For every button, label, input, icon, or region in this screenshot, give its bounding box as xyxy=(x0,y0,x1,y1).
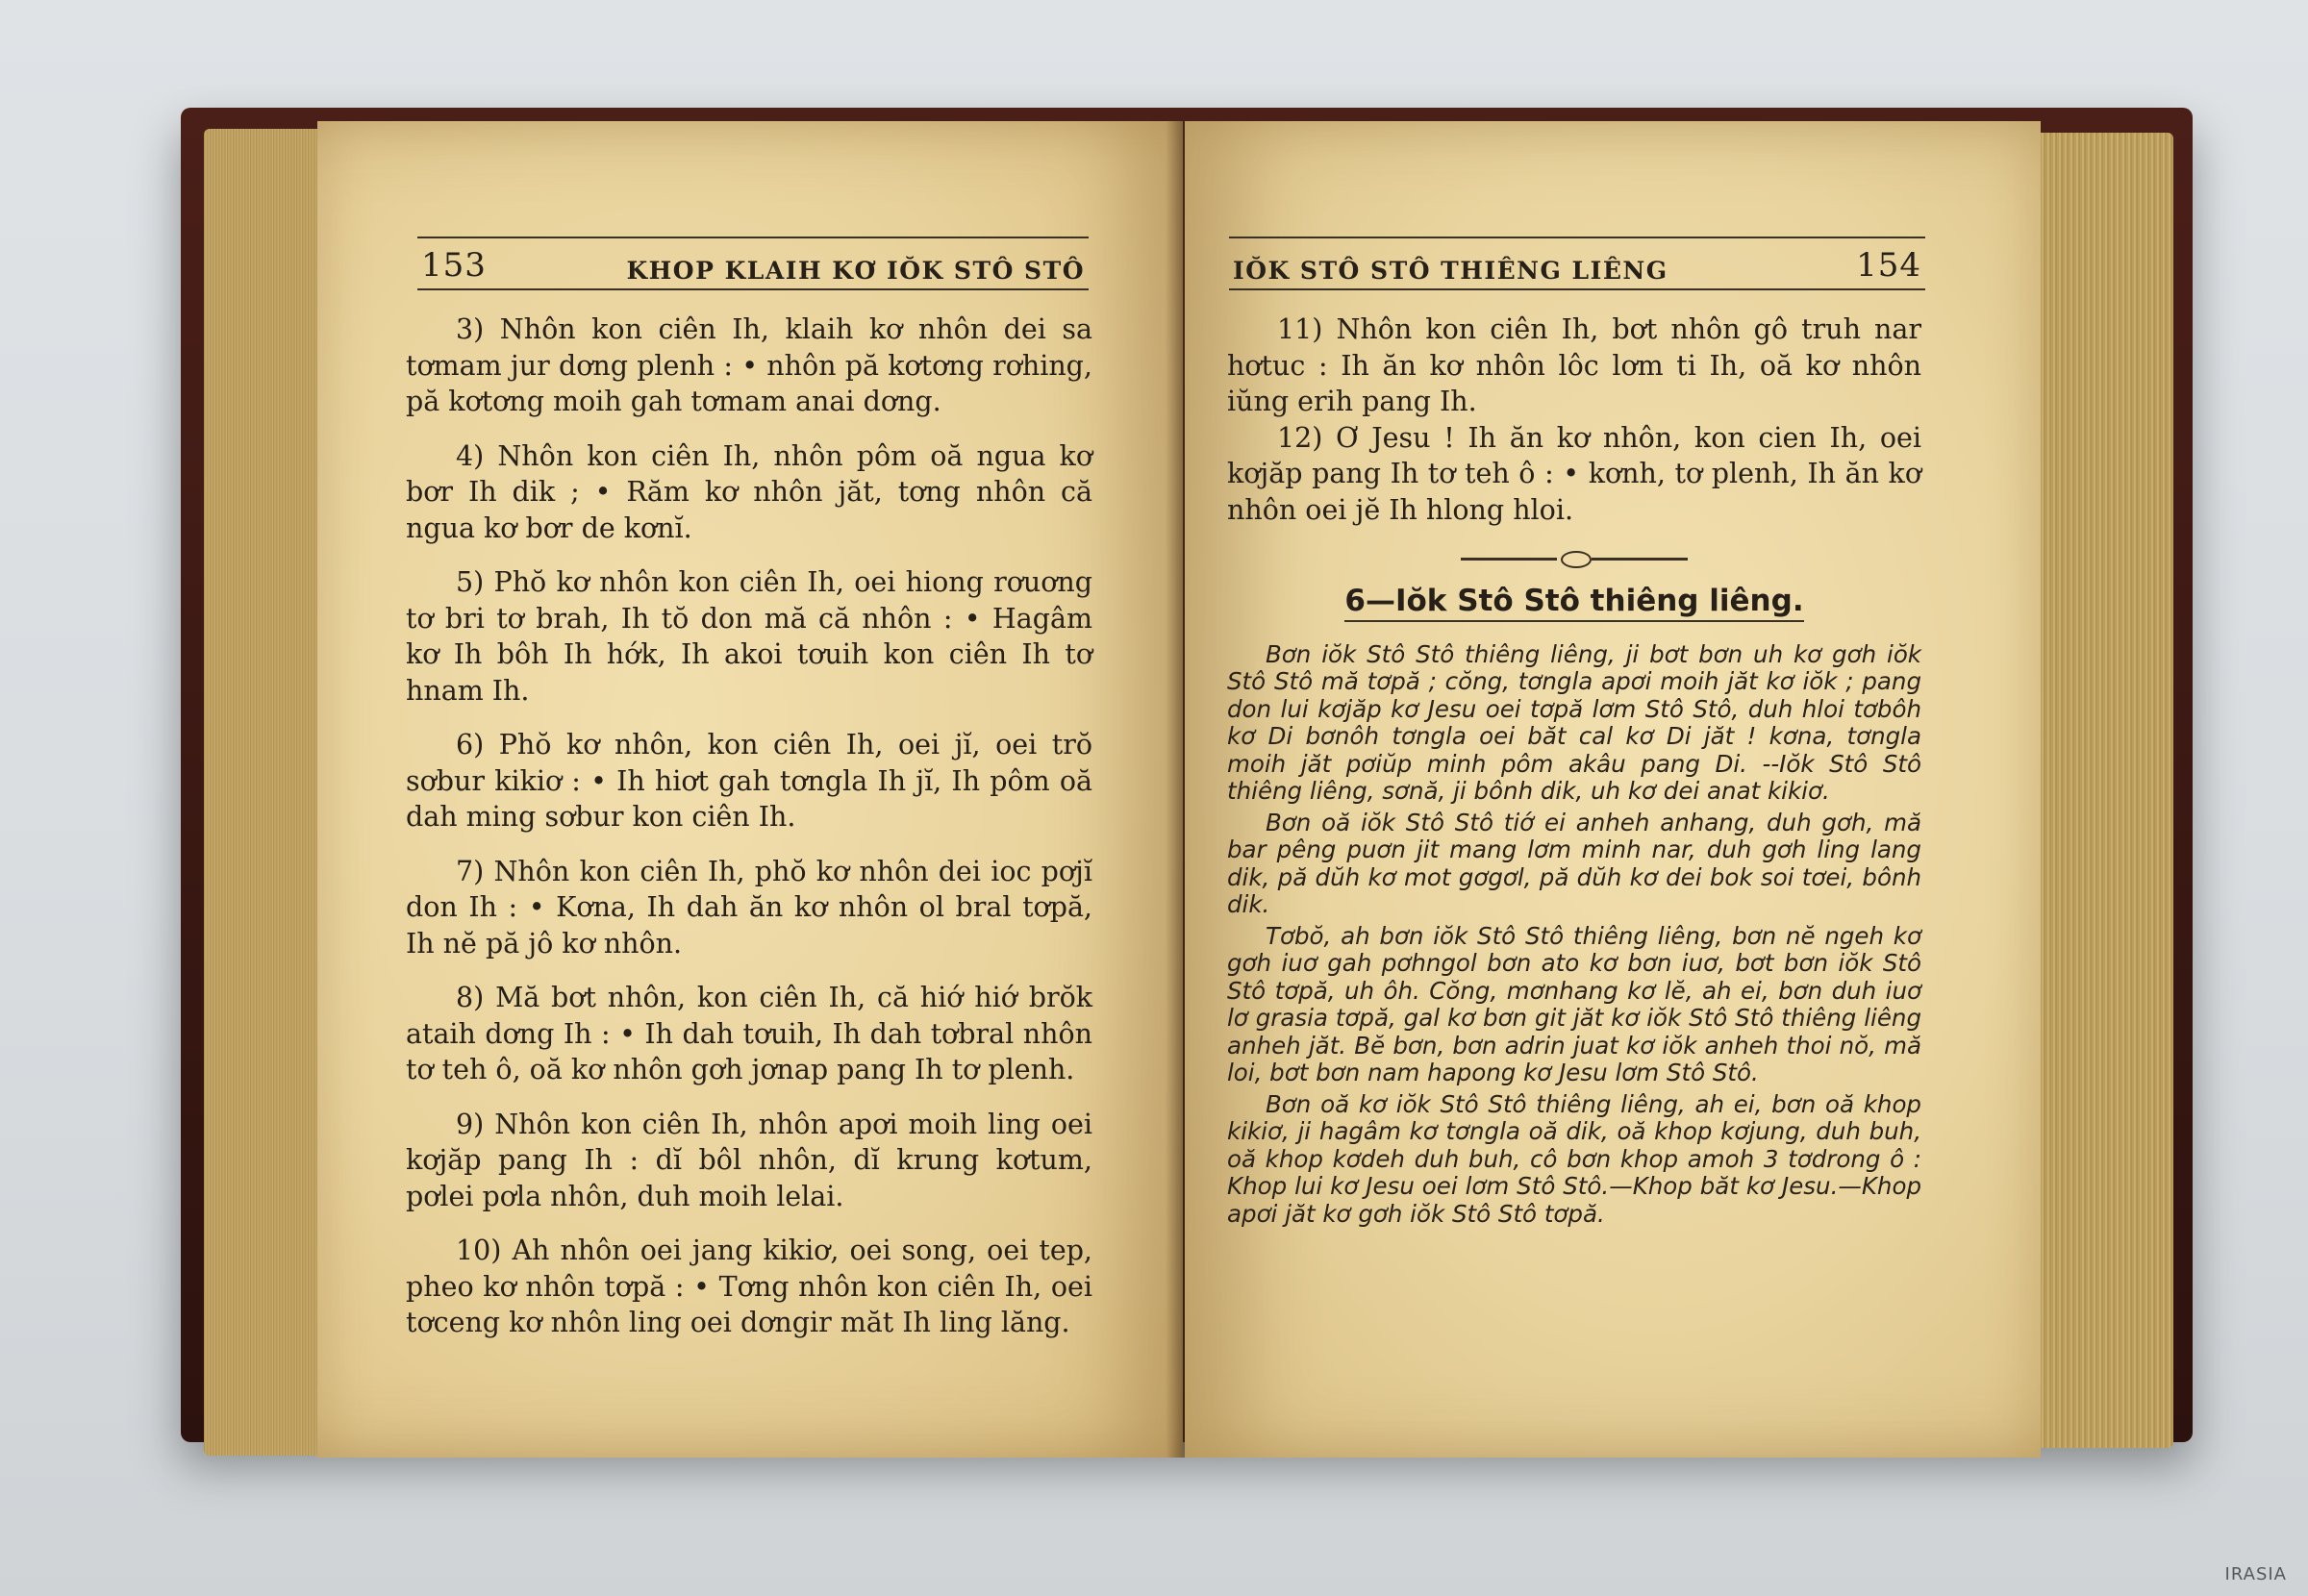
ornament-divider xyxy=(1461,551,1688,566)
left-text-column xyxy=(406,312,1092,1359)
paragraph: 10) Ah nhôn oei jang kikiơ, oei song, oei tep, pheo kơ nhôn tơpă : • Tơng nhôn kon ciên Ih, oei tơceng kơ nhôn ling oei dơngir măt Ih ling lăng. xyxy=(406,1234,1092,1338)
right-text-column xyxy=(1227,312,1921,1232)
watermark: IRASIA xyxy=(2224,1564,2287,1584)
left-running-head xyxy=(417,237,1089,290)
page-number: 154 xyxy=(1856,246,1921,285)
running-title: IŎK STÔ STÔ THIÊNG LIÊNG xyxy=(1233,257,1668,285)
right-running-head xyxy=(1229,237,1925,290)
italic-paragraph: Bơn iŏk Stô Stô thiêng liêng, ji bơt bơn uh kơ gơh iŏk Stô Stô mă tơpă ; cŏng, tơngla apơi moih jăt kơ iŏk ; pang don lui kơjăp kơ Jesu oei tơpă lơm Stô Stô, duh hloi tơbôh kơ Di bơnôh tơngla oei băt cal kơ Di jăt ! kơna, tơngla moih jăt pơiŭp minh pôm akâu pang Di. --Iŏk Stô Stô thiêng liêng, sơnă, ji bônh dik, uh kơ dei anat kikiơ. xyxy=(1227,639,1921,805)
paragraph: 4) Nhôn kon ciên Ih, nhôn pôm oă ngua kơ bơr Ih dik ; • Răm kơ nhôn jăt, tơng nhôn că ngua kơ bơr de kơnĭ. xyxy=(406,439,1092,544)
page-number: 153 xyxy=(421,246,487,285)
paragraph: 5) Phŏ kơ nhôn kon ciên Ih, oei hiong rơuơng tơ bri tơ brah, Ih tŏ don mă că nhôn : • Hagâm kơ Ih bôh Ih hớk, Ih akoi tơuih kon ciên Ih tơ hnam Ih. xyxy=(406,566,1092,707)
paragraph: 8) Mă bơt nhôn, kon ciên Ih, că hiớ hiớ brŏk ataih dơng Ih : • Ih dah tơuih, Ih dah tơbral nhôn tơ teh ô, oă kơ nhôn gơh jơnap pang Ih tơ plenh. xyxy=(406,982,1092,1085)
italic-paragraph: Tơbŏ, ah bơn iŏk Stô Stô thiêng liêng, bơn nĕ ngeh kơ gơh iuơ gah pơhngol bơn ato kơ bơn iuơ, bơt bơn iŏk Stô Stô tơpă, uh ôh. Cŏng, mơnhang kơ lĕ, ah ei, bơn duh iuơ lơ grasia tơpă, gal kơ bơn git jăt kơ iŏk Stô Stô thiêng liêng anheh jăt. Bĕ bơn, bơn adrin juat kơ iŏk anheh thoi nŏ, mă loi, bơt bơn nam hapong kơ Jesu lơm Stô Stô. xyxy=(1227,921,1921,1086)
italic-paragraph: Bơn oă iŏk Stô Stô tiớ ei anheh anhang, duh gơh, mă bar pêng puơn jit mang lơm minh nar, duh gơh ling lang dik, pă dŭh kơ mot gơgơl, pă dŭh kơ dei bok soi tơei, bônh dik. xyxy=(1227,808,1921,918)
paragraph: 9) Nhôn kon ciên Ih, nhôn apơi moih ling oei kơjăp pang Ih : dĭ bôl nhôn, dĭ krung kơtum, pơlei pơla nhôn, duh moih lelai. xyxy=(406,1108,1092,1212)
page-edges-right xyxy=(2029,133,2173,1448)
right-page xyxy=(1185,121,2041,1458)
left-page xyxy=(317,121,1183,1458)
paragraph: 7) Nhôn kon ciên Ih, phŏ kơ nhôn dei ioc pơjĭ don Ih : • Kơna, Ih dah ăn kơ nhôn ol bral tơpă, Ih nĕ pă jô kơ nhôn. xyxy=(406,855,1092,960)
paragraph: 6) Phŏ kơ nhôn, kon ciên Ih, oei jĭ, oei trŏ sơbur kikiơ : • Ih hiơt gah tơngla Ih jĭ, Ih pôm oă dah ming sơbur kon ciên Ih. xyxy=(406,729,1092,833)
paragraph: 11) Nhôn kon ciên Ih, bơt nhôn gô truh nar hơtuc : Ih ăn kơ nhôn lôc lơm ti Ih, oă kơ nhôn iŭng erih pang Ih. xyxy=(1227,313,1921,417)
section-title xyxy=(1227,584,1921,620)
running-title: KHOP KLAIH KƠ IŎK STÔ STÔ xyxy=(626,257,1085,285)
italic-paragraph: Bơn oă kơ iŏk Stô Stô thiêng liêng, ah ei, bơn oă khop kikiơ, ji hagâm kơ tơngla oă dik, oă khop kơjung, duh buh, oă khop kơdeh duh buh, cô bơn khop amoh 3 tơdrong ô : Khop lui kơ Jesu oei lơm Stô Stô.—Khop băt kơ Jesu.—Khop apơi jăt kơ gơh iŏk Stô Stô tơpă. xyxy=(1227,1089,1921,1228)
paragraph: 12) Ơ Jesu ! Ih ăn kơ nhôn, kon cien Ih, oei kơjăp pang Ih tơ teh ô : • kơnh, tơ plenh, Ih ăn kơ nhôn oei jĕ Ih hlong hloi. xyxy=(1227,421,1921,526)
italic-text-block xyxy=(1227,641,1921,1229)
paragraph: 3) Nhôn kon ciên Ih, klaih kơ nhôn dei sa tơmam jur dơng plenh : • nhôn pă kơtơng rơhing, pă kơtơng moih gah tơmam anai dơng. xyxy=(406,313,1092,417)
section-title-text: 6—Iŏk Stô Stô thiêng liêng. xyxy=(1344,584,1803,622)
